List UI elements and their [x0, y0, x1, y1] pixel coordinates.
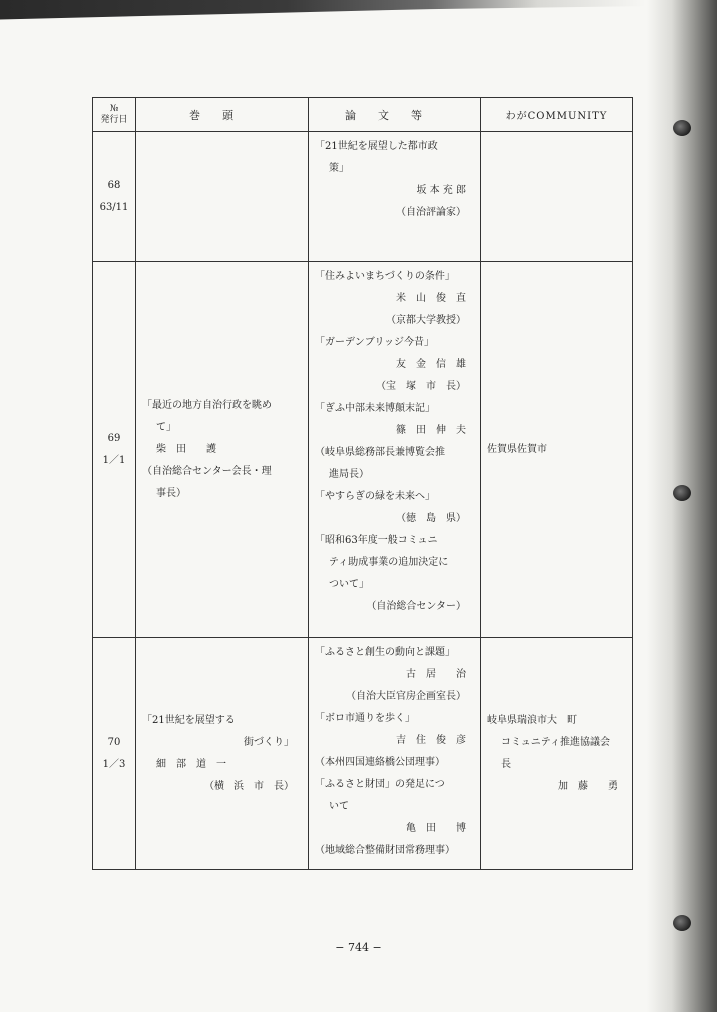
kanto-line: 柴 田 護 — [156, 443, 216, 455]
issue-number: 68 — [107, 179, 121, 191]
ronbun-line: 亀 田 博 — [406, 823, 466, 834]
ronbun-line: 「ガーデンブリッジ今昔」 — [315, 337, 434, 348]
ronbun-line: 「21世紀を展望した都市政 — [315, 141, 438, 152]
ronbun-line: 篠 田 伸 夫 — [396, 425, 466, 436]
kanto-line: （自治総合センター会長・理 — [142, 465, 272, 477]
community-cell — [481, 638, 633, 870]
ronbun-line: （宝 塚 市 長） — [376, 381, 466, 392]
ronbun-line: （地域総合整備財団常務理事） — [315, 845, 455, 856]
header-ronbun: 論文等 — [309, 98, 481, 132]
ronbun-cell — [309, 262, 481, 638]
issue-date: 63/11 — [99, 201, 129, 213]
binder-ring-icon — [673, 915, 691, 931]
ronbun-line: 友 金 信 雄 — [396, 359, 466, 370]
ronbun-line: （京都大学教授） — [386, 315, 466, 326]
kanto-cell — [136, 638, 309, 870]
community-cell — [481, 262, 633, 638]
header-date-label: 発行日 — [100, 114, 128, 125]
ronbun-line: 古 居 治 — [406, 669, 466, 680]
ronbun-line: 策」 — [329, 163, 349, 174]
ronbun-line: （自治大臣官房企画室長） — [346, 691, 466, 702]
ronbun-line: （自治評論家） — [396, 207, 466, 218]
community-line: コミュニティ推進協議会 — [501, 736, 610, 748]
kanto-line: 「21世紀を展望する — [142, 714, 235, 726]
ronbun-line: 「住みよいまちづくりの条件」 — [315, 271, 455, 282]
ronbun-line: （本州四国連絡橋公団理事） — [315, 757, 445, 768]
kanto-line: 「最近の地方自治行政を眺め — [142, 399, 272, 411]
ronbun-line: （岐阜県総務部長兼博覧会推 — [315, 447, 445, 458]
issue-no-date-cell — [93, 132, 136, 262]
binder-spine-shadow — [647, 0, 717, 1012]
community-line: 加 藤 勇 — [558, 780, 618, 792]
ronbun-line: 吉 住 俊 彦 — [396, 735, 466, 746]
ronbun-line: 「やすらぎの緑を未来へ」 — [315, 491, 435, 502]
issue-no-date-cell — [93, 638, 136, 870]
ronbun-line: （徳 島 県） — [396, 513, 466, 524]
ronbun-line: 「ボロ市通りを歩く」 — [315, 713, 415, 724]
kanto-line: 街づくり」 — [244, 736, 294, 748]
kanto-cell — [136, 262, 309, 638]
community-cell — [481, 132, 633, 262]
ronbun-line: 米 山 俊 直 — [396, 293, 466, 304]
ronbun-line: （自治総合センター） — [366, 601, 466, 612]
header-no-date — [93, 98, 136, 132]
issue-date: 1／1 — [102, 454, 126, 466]
header-community: わがCOMMUNITY — [481, 98, 633, 132]
ronbun-cell — [309, 132, 481, 262]
issue-no-date-cell — [93, 262, 136, 638]
ronbun-cell — [309, 638, 481, 870]
issue-number: 70 — [107, 736, 121, 748]
table-row — [93, 262, 633, 638]
community-line: 岐阜県瑞浪市大 町 — [487, 714, 577, 726]
table-row — [93, 132, 633, 262]
issue-date: 1／3 — [102, 758, 126, 770]
scan-top-shadow — [0, 0, 717, 26]
issue-number: 69 — [107, 432, 121, 444]
ronbun-line: 進局長） — [329, 469, 369, 480]
ronbun-line: 坂 本 充 郎 — [416, 185, 466, 196]
ronbun-line: 「ふるさと創生の動向と課題」 — [315, 647, 455, 658]
binder-ring-icon — [673, 485, 691, 501]
kanto-cell — [136, 132, 309, 262]
ronbun-line: いて — [329, 801, 349, 812]
kanto-line: 事長） — [156, 487, 186, 499]
header-kanto: 巻頭 — [136, 98, 309, 132]
kanto-line: 細 部 道 一 — [156, 758, 226, 770]
table-header-row — [93, 98, 633, 132]
community-line: 長 — [501, 758, 511, 770]
page-number: − 744 − — [335, 941, 382, 954]
ronbun-line: 「ふるさと財団」の発足につ — [315, 779, 445, 790]
binder-ring-icon — [673, 120, 691, 136]
ronbun-line: 「ぎふ中部未来博顛末記」 — [315, 403, 435, 414]
table-row — [93, 638, 633, 870]
header-no-label: № — [109, 103, 119, 114]
community-line: 佐賀県佐賀市 — [487, 443, 547, 455]
ronbun-line: 「昭和63年度一般コミュニ — [315, 535, 438, 546]
issue-table — [92, 97, 633, 870]
kanto-line: （横 浜 市 長） — [204, 780, 294, 792]
kanto-line: て」 — [156, 421, 176, 433]
ronbun-line: ついて」 — [329, 579, 369, 590]
ronbun-line: ティ助成事業の追加決定に — [329, 557, 449, 568]
